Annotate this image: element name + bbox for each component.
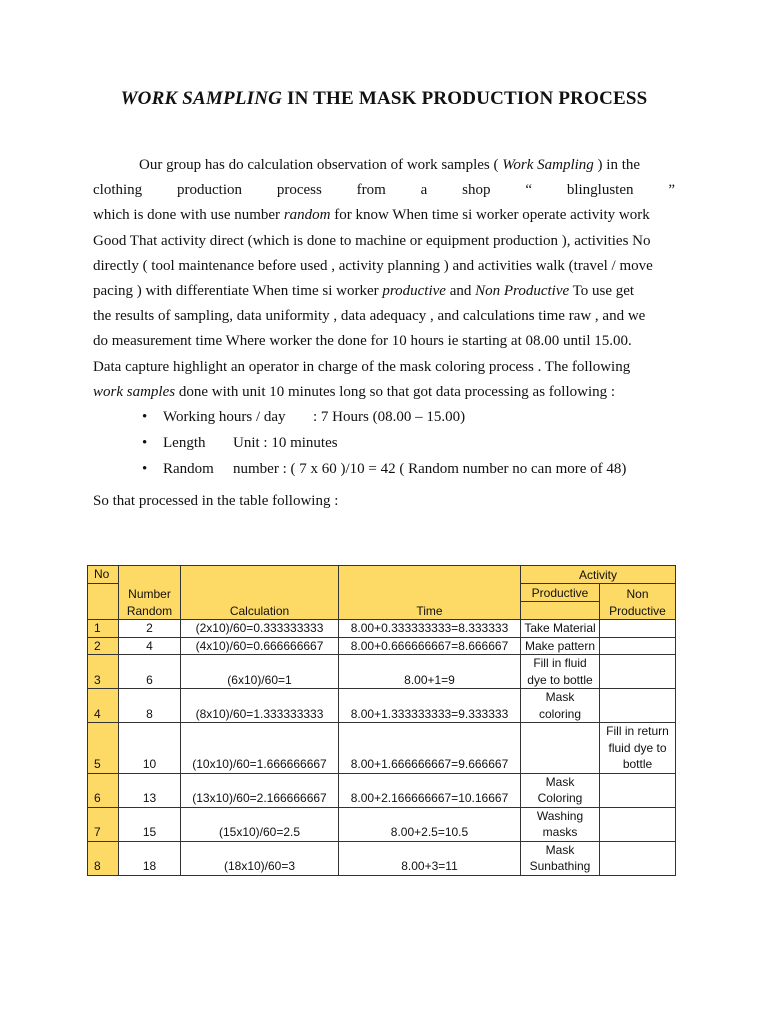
bullet-key: Working hours / day: [163, 409, 286, 425]
cell-time: 8.00+2.5=10.5: [339, 807, 521, 841]
cell-non-productive: [600, 637, 676, 655]
header-productive: Productive: [521, 584, 600, 602]
cell-no: 8: [88, 841, 119, 875]
cell-non-productive: [600, 620, 676, 638]
cell-non-productive: Fill in return fluid dye to bottle: [600, 723, 676, 774]
table-row: [88, 620, 676, 638]
header-non-productive: Non Productive: [600, 584, 676, 620]
cell-time: 8.00+1=9: [339, 655, 521, 689]
list-item: [138, 430, 698, 456]
cell-time: 8.00+3=11: [339, 841, 521, 875]
text: Our group has do calculation observation of work samples (: [139, 157, 503, 173]
cell-calculation: (10x10)/60=1.666666667: [181, 723, 339, 774]
table-row: [88, 723, 676, 774]
cell-non-productive: [600, 655, 676, 689]
text: for know When time si worker operate activity work: [330, 207, 650, 224]
table-row: [88, 773, 676, 807]
paragraph-line: Good That activity direct (which is done to machine or equipment production ), activities No: [93, 232, 651, 249]
cell-productive: Washing masks: [521, 807, 600, 841]
bullet-key: Length: [163, 435, 206, 451]
cell-calculation: (6x10)/60=1: [181, 655, 339, 689]
cell-calculation: (15x10)/60=2.5: [181, 807, 339, 841]
paragraph-line: directly ( tool maintenance before used , activity planning ) and activities walk (travel / move: [93, 257, 653, 274]
header-time: Time: [339, 566, 521, 620]
table-intro-text: So that processed in the table following :: [93, 493, 339, 509]
intro-paragraph: [93, 153, 675, 405]
cell-number-random: 6: [119, 655, 181, 689]
cell-no: 1: [88, 620, 119, 638]
italic-text: random: [283, 207, 331, 224]
cell-number-random: 13: [119, 773, 181, 807]
work-sampling-table: [87, 565, 676, 876]
cell-number-random: 15: [119, 807, 181, 841]
italic-text: work samples: [93, 383, 176, 400]
cell-calculation: (4x10)/60=0.666666667: [181, 637, 339, 655]
cell-non-productive: [600, 773, 676, 807]
cell-calculation: (8x10)/60=1.333333333: [181, 689, 339, 723]
paragraph-line: Data capture highlight an operator in charge of the mask coloring process . The following: [93, 358, 631, 375]
paragraph-line: the results of sampling, data uniformity , data adequacy , and calculations time raw , and we: [93, 308, 646, 325]
header-calculation: Calculation: [181, 566, 339, 620]
cell-productive: [521, 723, 600, 774]
cell-non-productive: [600, 841, 676, 875]
cell-no: 4: [88, 689, 119, 723]
header-number-random: Number Random: [119, 566, 181, 620]
cell-productive: Mask coloring: [521, 689, 600, 723]
header-productive-spacer: [521, 602, 600, 620]
paragraph-line: do measurement time Where worker the done for 10 hours ie starting at 08.00 until 15.00.: [93, 333, 632, 350]
cell-calculation: (2x10)/60=0.333333333: [181, 620, 339, 638]
cell-productive: Make pattern: [521, 637, 600, 655]
table-row: [88, 637, 676, 655]
table-row: [88, 655, 676, 689]
cell-time: 8.00+0.666666667=8.666667: [339, 637, 521, 655]
paragraph-line: [93, 203, 675, 228]
title-rest: IN THE MASK PRODUCTION PROCESS: [282, 88, 648, 109]
cell-no: 7: [88, 807, 119, 841]
text: done with unit 10 minutes long so that got data processing as following :: [175, 383, 616, 400]
table-row: [88, 807, 676, 841]
cell-time: 8.00+1.666666667=9.666667: [339, 723, 521, 774]
text: ) in the: [593, 157, 641, 173]
cell-productive: Mask Sunbathing: [521, 841, 600, 875]
cell-number-random: 2: [119, 620, 181, 638]
cell-calculation: (13x10)/60=2.166666667: [181, 773, 339, 807]
table-row: [88, 689, 676, 723]
text: To use get: [569, 282, 635, 299]
bullet-value: : 7 Hours (08.00 – 15.00): [313, 409, 466, 425]
text: pacing ) with differentiate When time si worker: [93, 282, 383, 299]
title-italic: WORK SAMPLING: [120, 88, 283, 109]
header-activity: Activity: [521, 566, 676, 584]
italic-text: productive: [382, 282, 446, 299]
cell-time: 8.00+0.333333333=8.333333: [339, 620, 521, 638]
list-item: [138, 456, 698, 482]
italic-text: Non Productive: [475, 282, 570, 299]
cell-productive: Take Material: [521, 620, 600, 638]
header-no-spacer: [88, 584, 119, 620]
cell-non-productive: [600, 689, 676, 723]
paragraph-line: clothing production process from a shop “ blinglusten ”: [93, 182, 675, 199]
italic-text: Work Sampling: [502, 157, 594, 173]
cell-no: 5: [88, 723, 119, 774]
paragraph-line: [93, 153, 675, 178]
cell-number-random: 4: [119, 637, 181, 655]
table-row: [88, 841, 676, 875]
paragraph-line: [93, 380, 675, 405]
cell-non-productive: [600, 807, 676, 841]
list-item: [138, 404, 698, 430]
page-title: [0, 88, 768, 110]
cell-no: 2: [88, 637, 119, 655]
cell-number-random: 8: [119, 689, 181, 723]
text: which is done with use number: [93, 207, 284, 224]
cell-calculation: (18x10)/60=3: [181, 841, 339, 875]
cell-productive: Mask Coloring: [521, 773, 600, 807]
cell-time: 8.00+2.166666667=10.16667: [339, 773, 521, 807]
text: and: [445, 282, 476, 299]
cell-number-random: 18: [119, 841, 181, 875]
paragraph-line: [93, 279, 675, 304]
cell-no: 3: [88, 655, 119, 689]
header-no: No: [88, 566, 119, 584]
cell-productive: Fill in fluid dye to bottle: [521, 655, 600, 689]
cell-time: 8.00+1.333333333=9.333333: [339, 689, 521, 723]
cell-number-random: 10: [119, 723, 181, 774]
bullet-value: Unit : 10 minutes: [233, 435, 338, 451]
cell-no: 6: [88, 773, 119, 807]
bullet-key: Random: [163, 461, 214, 477]
bullet-list: [138, 404, 698, 482]
bullet-value: number : ( 7 x 60 )/10 = 42 ( Random number no can more of 48): [233, 461, 627, 477]
